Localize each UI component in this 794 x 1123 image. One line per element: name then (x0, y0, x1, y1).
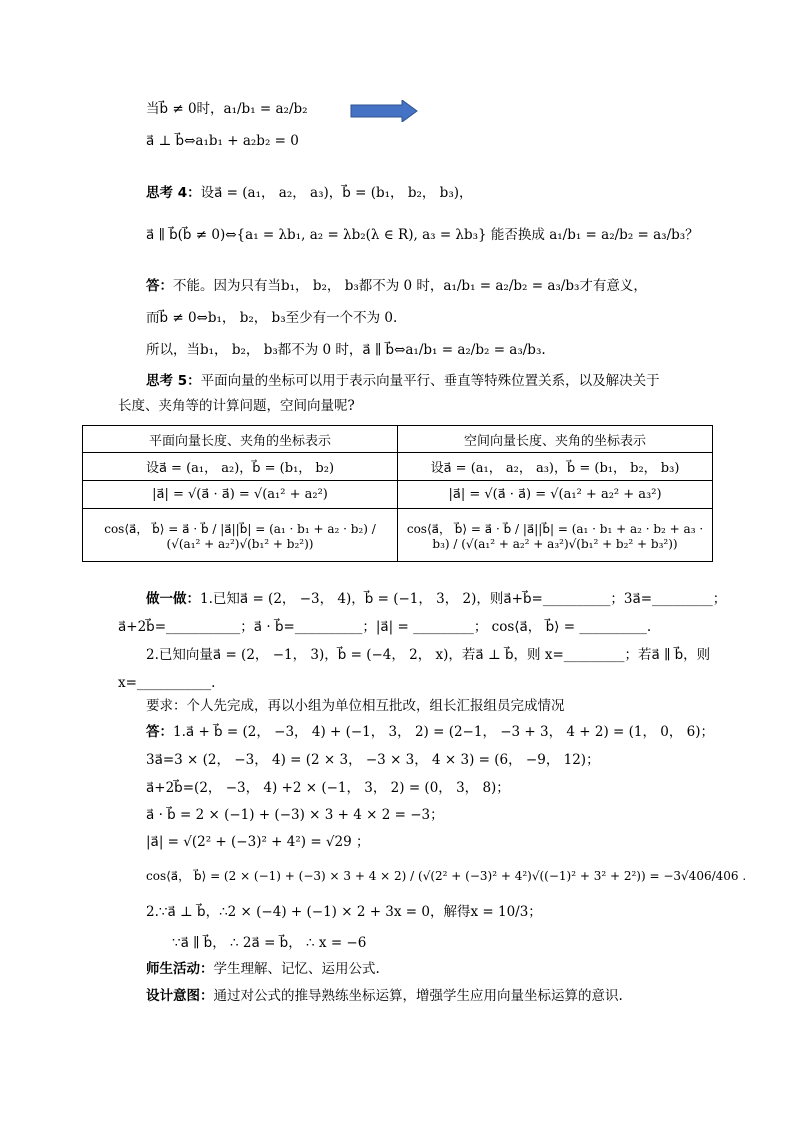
answer-line3: a⃗+2b⃗=(2， −3， 4) +2 × (−1， 3， 2) = (0， 3， 8)； (146, 780, 510, 796)
answer-label: 答： (146, 724, 173, 740)
table-header-space: 空间向量长度、夹角的坐标表示 (398, 426, 713, 453)
think4-system: a⃗ ∥ b⃗(b⃗ ≠ 0)⇔{a₁ = λb₁, a₂ = λb₂(λ ∈ R), a₃ = λb₃} 能否换成 a₁/b₁ = a₂/b₂ = a₃/b₃？ (146, 227, 699, 243)
answer-line4: a⃗ · b⃗ = 2 × (−1) + (−3) × 3 + 4 × 2 = −3； (146, 807, 444, 823)
answer-line1 (146, 722, 714, 742)
answer-line2: 3a⃗=3 × (2， −3， 4) = (2 × 3， −3 × 3， 4 × 3) = (6， −9， 12)； (146, 752, 600, 768)
activity-label: 师生活动： (146, 961, 214, 977)
think4-text: 设a⃗ = (a₁， a₂， a₃)，b⃗ = (b₁， b₂， b₃)， (200, 185, 473, 201)
answer4-label: 答： (146, 278, 173, 294)
think5-label: 思考 5： (146, 373, 201, 389)
activity-line (146, 959, 380, 979)
exercise-q1-line2: a⃗+2b⃗=___________；a⃗ · b⃗=__________；|a⃗| = _________； cos⟨a⃗， b⃗⟩ = __________. (118, 619, 652, 635)
answer4-line1 (146, 276, 647, 296)
intent-text: 通过对公式的推导熟练坐标运算，增强学生应用向量坐标运算的意识. (213, 988, 623, 1004)
answer-line5: |a⃗| = √(2² + (−3)² + 4²) = √29 ； (146, 834, 370, 850)
answer-line7: 2.∵a⃗ ⊥ b⃗，∴2 × (−4) + (−1) × 2 + 3x = 0，解得x = 10/3； (146, 904, 542, 920)
answer4-line2: 而b⃗ ≠ 0⇔b₁， b₂， b₃至少有一个不为 0. (146, 310, 398, 326)
requirement-text: 要求：个人先完成，再以小组为单位相互批改，组长汇报组员完成情况 (146, 698, 565, 714)
exercise-q1-text: 1.已知a⃗ = (2， −3， 4)，b⃗ = (−1， 3， 2)，则a⃗+b⃗=__________；3a⃗=_________； (200, 591, 727, 607)
intent-line (146, 986, 623, 1006)
table-cell: 设a⃗ = (a₁， a₂)，b⃗ = (b₁， b₂) (83, 453, 398, 481)
think5-line2: 长度、夹角等的计算问题，空间向量呢? (118, 398, 355, 414)
think5-line1 (146, 371, 660, 391)
think4-label: 思考 4： (146, 185, 201, 201)
right-arrow-icon (350, 100, 418, 122)
activity-text: 学生理解、记忆、运用公式. (213, 961, 380, 977)
answer-text1: 1.a⃗ + b⃗ = (2， −3， 4) + (−1， 3， 2) = (2−1， −3 + 3， 4 + 2) = (1， 0， 6)； (173, 724, 715, 740)
exercise-q1-line1 (146, 589, 726, 609)
table-cell: |a⃗| = √(a⃗ · a⃗) = √(a₁² + a₂²) (83, 481, 398, 509)
table-cell: |a⃗| = √(a⃗ · a⃗) = √(a₁² + a₂² + a₃²) (398, 481, 713, 509)
exercise-label: 做一做： (146, 591, 200, 607)
table-row (83, 509, 713, 562)
table-cell: 设a⃗ = (a₁， a₂， a₃)，b⃗ = (b₁， b₂， b₃) (398, 453, 713, 481)
think4-paragraph (146, 183, 473, 203)
intent-label: 设计意图： (146, 988, 214, 1004)
answer4-line3: 所以，当b₁， b₂， b₃都不为 0 时，a⃗ ∥ b⃗⇔a₁/b₁ = a₂/b₂ = a₃/b₃. (146, 342, 546, 358)
table-row (83, 426, 713, 453)
answer-line6: cos⟨a⃗， b⃗⟩ = (2 × (−1) + (−3) × 3 + 4 × 2) / (√(2² + (−3)² + 4²)√((−1)² + 3² + 2²)) = −3√406/406 . (146, 869, 747, 883)
exercise-q2-line1: 2.已知向量a⃗ = (2， −1， 3)，b⃗ = (−4， 2， x)，若a⃗ ⊥ b⃗，则 x=_________；若a⃗ ∥ b⃗，则 (146, 647, 711, 663)
table-row (83, 453, 713, 481)
think5-text: 平面向量的坐标可以用于表示向量平行、垂直等特殊位置关系，以及解决关于 (200, 373, 660, 389)
answer4-text1: 不能。因为只有当b₁， b₂， b₃都不为 0 时，a₁/b₁ = a₂/b₂ = a₃/b₃才有意义， (173, 278, 647, 294)
table-row (83, 481, 713, 509)
formula-table (82, 425, 713, 562)
answer-line8: ∵a⃗ ∥ b⃗， ∴ 2a⃗ = b⃗， ∴ x = −6 (172, 935, 367, 951)
exercise-q2-line2: x=___________. (118, 675, 216, 691)
table-header-plane: 平面向量长度、夹角的坐标表示 (83, 426, 398, 453)
perpendicular-condition: a⃗ ⊥ b⃗⇔a₁b₁ + a₂b₂ = 0 (146, 133, 299, 149)
table-cell: cos⟨a⃗， b⃗⟩ = a⃗ · b⃗ / |a⃗||b⃗| = (a₁ · b₁ + a₂ · b₂ + a₃ · b₃) / (√(a₁² + a₂² + a₃²)√(b₁² + b₂² + b₃²)) (398, 509, 713, 562)
table-cell: cos⟨a⃗， b⃗⟩ = a⃗ · b⃗ / |a⃗||b⃗| = (a₁ · b₁ + a₂ · b₂) / (√(a₁² + a₂²)√(b₁² + b₂²)) (83, 509, 398, 562)
condition-line: 当b⃗ ≠ 0时，a₁/b₁ = a₂/b₂ (146, 101, 308, 117)
